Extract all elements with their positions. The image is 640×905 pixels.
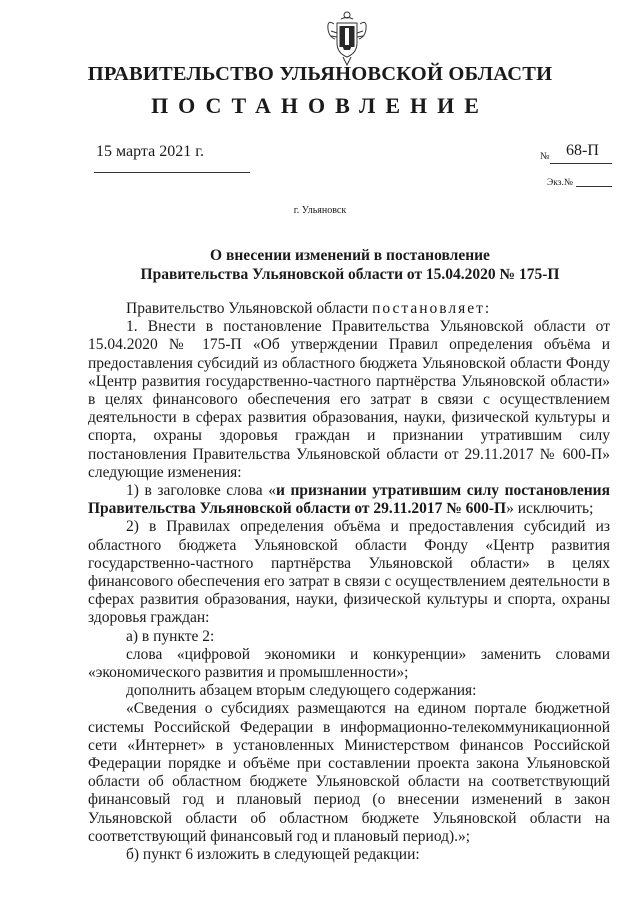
p2-suffix: » исключить; [506, 500, 594, 518]
document-subject [130, 246, 570, 284]
document-body [88, 300, 610, 864]
copy-number-underline [576, 186, 612, 187]
paragraph-2 [88, 482, 610, 518]
copy-number-label: Экз.№ [547, 178, 573, 188]
intro-text: Правительство Ульяновской области [126, 300, 369, 317]
coat-of-arms-emblem [325, 9, 369, 67]
number-sign: № [540, 151, 550, 162]
paragraph-5: слова «цифровой экономики и конкуренции» заменить словами «экономического развития и промышленности»; [88, 645, 610, 682]
subject-line-1: О внесении изменений в постановление [210, 247, 490, 264]
document-date: 15 марта 2021 г. [96, 143, 204, 160]
paragraph-1: 1. Внести в постановление Правительства Ульяновской области от 15.04.2020 № 175-П «Об утверждении Правил определения объёма и предоставления субсидий из областного бюджета Ульяновской области Фонду «Центр развития государственно-частного партнёрства Ульяновской области» в целях финансового обеспечения его затрат в связи с осуществлением деятельности в сферах развития образования, науки, физической культуры и спорта, охраны здоровья граждан и признании утратившим силу постановления Правительства Ульяновской области от 29.11.2017 № 600-П» следующие изменения: [88, 318, 610, 481]
organization-title: ПРАВИТЕЛЬСТВО УЛЬЯНОВСКОЙ ОБЛАСТИ [87, 63, 553, 85]
date-underline [94, 172, 250, 173]
document-type-title: ПОСТАНОВЛЕНИЕ [151, 93, 489, 118]
number-underline [550, 163, 612, 164]
paragraph-7: «Сведения о субсидиях размещаются на едином портале бюджетной системы Российской Федерации в информационно-телекоммуникационной сети «Интернет» в установленных Министерством финансов Российской Федерации порядке и объёме при составлении проекта закона Ульяновской области об областном бюджете Ульяновской области на соответствующий финансовый год и плановый период (о внесении изменений в закон Ульяновской области об областном бюджете Ульяновской области на соответствующий финансовый год и плановый период).»; [88, 700, 610, 845]
paragraph-6: дополнить абзацем вторым следующего содержания: [126, 682, 477, 700]
document-number: 68-П [566, 142, 599, 159]
intro-paragraph [88, 300, 610, 318]
paragraph-4: а) в пункте 2: [126, 627, 215, 645]
paragraph-3: 2) в Правилах определения объёма и предоставления субсидий из областного бюджета Ульяновской области Фонду «Центр развития государственно-частного партнёрства Ульяновской области» в целях финансового обеспечения его затрат в связи с осуществлением деятельности в сферах развития образования, науки, физической культуры и спорта, охраны здоровья граждан: [88, 518, 610, 627]
intro-spaced-word: постановляет: [372, 300, 492, 317]
subject-line-2: Правительства Ульяновской области от 15.04.2020 № 175-П [140, 266, 560, 283]
p2-bold-quote: и признании утратившим силу постановления Правительства Ульяновской области от 29.11.2017 № 600-П [88, 482, 610, 518]
p2-prefix: 1) в заголовке слова « [126, 482, 276, 500]
paragraph-8: б) пункт 6 изложить в следующей редакции: [126, 846, 420, 864]
city-label: г. Ульяновск [293, 205, 347, 216]
